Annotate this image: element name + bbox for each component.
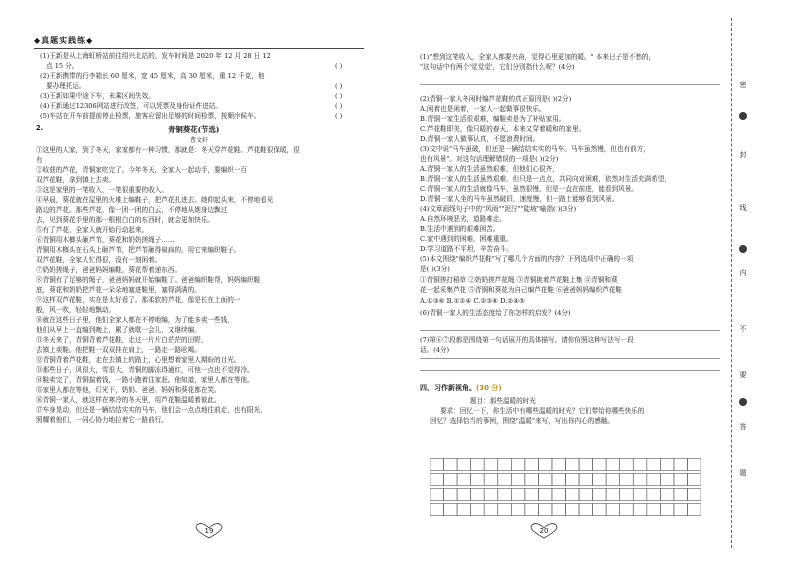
question-line: (3)文中说"马车虽破，但还是一辆结结实实的马车。马车虽然慢，但也有前方， <box>420 145 650 153</box>
option-line: A.①③⑥ B.①②④ C.②③⑥ D.②④⑤ <box>420 297 526 305</box>
grid-cell[interactable] <box>430 489 444 501</box>
grid-cell[interactable] <box>430 474 444 486</box>
section-points: (30 分) <box>476 384 502 392</box>
grid-cell[interactable] <box>484 489 498 501</box>
option-line: A.自然环境恶劣，道路难走。 <box>420 215 506 223</box>
answer-line[interactable] <box>420 358 720 359</box>
grid-cell[interactable] <box>511 504 525 516</box>
grid-cell[interactable] <box>511 489 525 501</box>
question-line: (6)青铜一家人的生活态度给了你怎样的启发？(4分) <box>420 309 571 317</box>
page-number: 19 <box>190 522 228 540</box>
option-line: C.芦花鞋即美，像只暖的春天，本来又穿着暖和的家里。 <box>420 125 586 133</box>
option-line: D.青铜一家人坐的马车虽然破旧，速度慢，但一路上能够看到风景。 <box>420 195 619 203</box>
question-line: 话。(4分) <box>420 346 450 354</box>
passage-line: 有 <box>36 156 43 164</box>
grid-cell[interactable] <box>579 489 593 501</box>
grid-cell[interactable] <box>687 504 701 516</box>
grid-cell[interactable] <box>647 504 661 516</box>
question-item: 要办理托运。 <box>46 82 86 90</box>
question-line: 是( )(3分) <box>420 265 450 273</box>
question-item: 点 15 分。 <box>46 62 79 70</box>
binding-char: 线 <box>739 204 747 212</box>
grid-cell[interactable] <box>633 504 647 516</box>
grid-cell[interactable] <box>647 489 661 501</box>
answer-bracket[interactable]: ( ) <box>335 92 343 100</box>
answer-bracket[interactable]: ( ) <box>335 62 343 70</box>
binding-char: 要 <box>739 371 747 379</box>
grid-cell[interactable] <box>620 489 634 501</box>
passage-line: 双芦花鞋，全家人忙得很，没有一刻闲着。 <box>36 256 162 264</box>
question-line: (2)青铜一家人冬闲时编芦花鞋的真正原因是( )(2分) <box>420 95 572 103</box>
grid-cell[interactable] <box>471 504 485 516</box>
passage-line: 照耀着他们，一同心协力地拉着它一路前行。 <box>36 416 168 424</box>
grid-cell[interactable] <box>593 459 607 471</box>
passage-line: ⑮家里人都在等他，灯光下，奶奶、爸爸、妈妈和葵花都在笑。 <box>36 386 221 394</box>
grid-cell[interactable] <box>511 459 525 471</box>
binding-margin <box>736 0 750 566</box>
grid-cell[interactable] <box>593 474 607 486</box>
answer-line[interactable] <box>420 330 720 331</box>
option-line: D.学习道路不平坦，辛苦奋斗。 <box>420 245 513 253</box>
answer-bracket[interactable]: ( ) <box>335 112 343 120</box>
grid-cell[interactable] <box>538 504 552 516</box>
grid-cell[interactable] <box>687 489 701 501</box>
answer-bracket[interactable]: ( ) <box>335 82 343 90</box>
binding-hole-icon <box>739 245 747 253</box>
answer-line[interactable] <box>420 84 720 85</box>
grid-cell[interactable] <box>620 474 634 486</box>
grid-cell[interactable] <box>566 489 580 501</box>
question-line: (4)文章画线句子中的"风雨""泥泞""陡坡"喻指( )(3分) <box>420 205 577 213</box>
grid-cell[interactable] <box>552 504 566 516</box>
grid-cell[interactable] <box>525 489 539 501</box>
grid-cell[interactable] <box>687 474 701 486</box>
grid-cell[interactable] <box>552 459 566 471</box>
question-item: (3)王新如果中途下车，未乘区间失效。 <box>40 92 155 100</box>
passage-line: 双芦花鞋，拿到镇上去卖。 <box>36 176 116 184</box>
grid-cell[interactable] <box>498 474 512 486</box>
grid-cell[interactable] <box>687 459 701 471</box>
grid-cell[interactable] <box>525 504 539 516</box>
grid-cell[interactable] <box>579 459 593 471</box>
passage-line: 他们从早上一直编到晚上，累了就歇一会儿，又继续编。 <box>36 326 201 334</box>
grid-cell[interactable] <box>471 489 485 501</box>
passage-line: ⑯青铜一家人，就这样在寒冷的冬天里，用芦花鞋温暖着彼此。 <box>36 396 221 404</box>
grid-cell[interactable] <box>606 474 620 486</box>
question-item: (5)车站在开车前提前停止检票，旅客应留出足够的时间检票，按顺序候车。 <box>40 112 261 120</box>
passage-line: ⑪冬天来了，青铜背着芦花鞋，走过一片片白茫茫的田野， <box>36 336 208 344</box>
grid-cell[interactable] <box>606 504 620 516</box>
section-title: 四、习作新视角。 <box>420 384 476 392</box>
binding-hole-icon <box>739 398 747 406</box>
grid-cell[interactable] <box>566 459 580 471</box>
grid-cell[interactable] <box>606 459 620 471</box>
grid-cell[interactable] <box>498 504 512 516</box>
passage-line: ③这是家里的一笔收入，一笔很重要的收入。 <box>36 186 168 194</box>
option-line: C.家中遇到的困难，困难重重。 <box>420 235 513 243</box>
passage-line: ⑦奶奶搓绳子，爸爸妈妈编鞋，葵花帮着递东西。 <box>36 266 182 274</box>
passage-line: ⑥青铜用木榔头砸芦苇，葵花和奶奶搓绳子…… <box>36 236 175 244</box>
passage-line: ⑧青铜有了足够的绳子，爸爸妈妈就开始编鞋了。爸爸编织鞋帮，妈妈编织鞋 <box>36 276 261 284</box>
grid-cell[interactable] <box>430 504 444 516</box>
grid-cell[interactable] <box>484 504 498 516</box>
option-line: B.生活中遇到的艰难困苦。 <box>420 225 500 233</box>
question-item: (2)王新携带的行李箱长 60 厘米，宽 45 厘米，高 30 厘米，重 12 千克，他 <box>40 72 265 80</box>
banner-rule <box>34 48 364 49</box>
section-header <box>420 383 502 393</box>
passage-line: ⑰车身晃动，但还是一辆结结实实的马车，他们会一点点地往前走，也有阳光， <box>36 406 267 414</box>
grid-cell[interactable] <box>538 474 552 486</box>
grid-cell[interactable] <box>674 504 688 516</box>
question-line: "这句话中有两个'觉觉觉'，它们分别指什么呢？(4分) <box>420 63 575 71</box>
option-line: C.青铜一家人的生活就像马车，虽然很慢，但是一直在前进，能看到风景。 <box>420 185 638 193</box>
passage-line: ⑩就在这些日子里，他们全家人都在不停地编，为了能多卖一些钱， <box>36 316 234 324</box>
answer-line[interactable] <box>420 370 720 371</box>
grid-cell[interactable] <box>566 504 580 516</box>
passage-line: ⑤有了芦花，全家人就开始行动起来。 <box>36 226 149 234</box>
question-number: 2. <box>36 124 44 132</box>
grid-cell[interactable] <box>484 474 498 486</box>
grid-cell[interactable] <box>674 489 688 501</box>
grid-cell[interactable] <box>660 489 674 501</box>
passage-line: 底，葵花和奶奶把芦花一朵朵地塞进鞋里，塞得满满的。 <box>36 286 201 294</box>
grid-cell[interactable] <box>620 504 634 516</box>
essay-requirement: 要求：回忆一下，你生活中有哪些温暖的时光？它们带给你哪些快乐的 <box>440 407 645 415</box>
option-line: A.闲着也是闲着，一家人一起做事很快乐。 <box>420 105 546 113</box>
question-line: (7)第⑥⑦段都是围绕第一句话展开的具体描写。请你仿照这种写法写一段 <box>420 336 634 344</box>
binding-char: 答 <box>739 423 747 431</box>
grid-cell[interactable] <box>457 474 471 486</box>
passage-line: 青铜用木榔头在石头上砸芦苇，把芦苇砸得扁扁的，用它来编织鞋子。 <box>36 246 241 254</box>
grid-cell[interactable] <box>484 459 498 471</box>
question-line: (1)"想到这笔收入，全家人都要兴奋，觉得心里更加的暖。" 本来日子是不愁的， <box>420 53 656 61</box>
grid-cell[interactable] <box>620 459 634 471</box>
grid-cell[interactable] <box>606 489 620 501</box>
grid-cell[interactable] <box>674 474 688 486</box>
writing-grid[interactable] <box>430 458 701 518</box>
section-banner: ◆真题实践练◆ <box>34 35 94 45</box>
grid-cell[interactable] <box>647 459 661 471</box>
option-line: D.青铜一家人做事认真，不愿浪费时间。 <box>420 135 540 143</box>
passage-line: 路边的芦花。那些芦花，像一团一团的白云，不停地从她身边飘过 <box>36 206 228 214</box>
grid-cell[interactable] <box>579 504 593 516</box>
grid-cell[interactable] <box>430 459 444 471</box>
binding-char: 题 <box>739 469 747 477</box>
grid-cell[interactable] <box>498 459 512 471</box>
grid-cell[interactable] <box>511 474 525 486</box>
passage-line: 般，风一吹，轻轻地飘动。 <box>36 306 116 314</box>
grid-cell[interactable] <box>633 489 647 501</box>
binding-char: 封 <box>739 151 747 159</box>
answer-bracket[interactable]: ( ) <box>335 102 343 110</box>
essay-topic: 题目：那些温暖的时光 <box>470 397 536 405</box>
option-line: ①青铜搓打稻草 ②奶奶搓芦花绳 ③青铜挑着芦花鞋上集 ④青铜和葵 <box>420 276 618 284</box>
grid-cell[interactable] <box>538 459 552 471</box>
grid-cell[interactable] <box>525 459 539 471</box>
grid-cell[interactable] <box>674 459 688 471</box>
passage-line: 去，见到葵花手里的那一根根白白的东西时，就会更加快乐。 <box>36 216 215 224</box>
grid-cell[interactable] <box>444 459 458 471</box>
grid-cell[interactable] <box>444 489 458 501</box>
grid-cell[interactable] <box>633 459 647 471</box>
grid-cell[interactable] <box>444 474 458 486</box>
grid-cell[interactable] <box>593 489 607 501</box>
binding-dashed-line <box>731 18 732 548</box>
passage-line: ②收获的芦花，青铜家吃完了。今年冬天，全家人一起动手，要编织一百 <box>36 166 247 174</box>
grid-cell[interactable] <box>525 474 539 486</box>
grid-cell[interactable] <box>647 474 661 486</box>
grid-cell[interactable] <box>498 489 512 501</box>
grid-cell[interactable] <box>444 504 458 516</box>
passage-line: ④早晨，葵花就在屋里的火堆上编鞋子，把芦花扎进去。她仰起头来，不停地看见 <box>36 196 274 204</box>
page-number: 20 <box>525 522 563 540</box>
grid-cell[interactable] <box>457 489 471 501</box>
grid-cell[interactable] <box>660 459 674 471</box>
grid-cell[interactable] <box>660 504 674 516</box>
grid-cell[interactable] <box>566 474 580 486</box>
binding-char: 不 <box>739 325 747 333</box>
option-line: 花一起采集芦花 ⑤青铜和葵花为自己编芦花鞋 ⑥爸爸妈妈编织芦花鞋 <box>420 286 623 294</box>
grid-cell[interactable] <box>593 504 607 516</box>
binding-char: 密 <box>739 81 747 89</box>
grid-cell[interactable] <box>457 459 471 471</box>
passage-line: ⑬那些日子，风很大，雪很大，青铜的脚冻得通红，可他一点也不觉得冷。 <box>36 366 254 374</box>
question-item: (1)王新是从上海虹桥站前往绍兴北站的，发车时间是 2020 年 12 月 28 日 12 <box>40 52 271 60</box>
passage-line: ⑭鞋卖完了，青铜揣着钱，一路小跑着往家赶。他知道，家里人都在等他。 <box>36 376 254 384</box>
option-line: B.青铜一家生活很艰难，编鞋卖是为了补贴家用。 <box>420 115 566 123</box>
passage-title: 青铜葵花(节选) <box>168 125 220 134</box>
binding-char: 内 <box>739 269 747 277</box>
passage-author: 曹文轩 <box>190 137 209 144</box>
binding-hole-icon <box>739 112 747 120</box>
grid-cell[interactable] <box>660 474 674 486</box>
passage-line: 去镇上卖鞋。他把鞋一双双挂在肩上，一路走一路吆喝。 <box>36 346 201 354</box>
grid-cell[interactable] <box>552 489 566 501</box>
question-item: (4)王新通过12306网站进行改签，可以凭票及身份证件进站。 <box>40 102 222 110</box>
question-line: 也有风景"。对这句话理解错误的一项是( )(2分) <box>420 155 559 163</box>
grid-cell[interactable] <box>633 474 647 486</box>
passage-line: ①这里的人家，到了冬天，家家都有一种习惯，那就是：冬天穿芦花鞋。芦花鞋很保暖，很 <box>36 146 300 154</box>
grid-cell[interactable] <box>579 474 593 486</box>
option-line: B.青铜一家人的生活虽然艰难，但只是一点点，共同向对困难，依然对生活充满希望， <box>420 175 671 183</box>
grid-cell[interactable] <box>471 474 485 486</box>
grid-cell[interactable] <box>538 489 552 501</box>
grid-cell[interactable] <box>471 459 485 471</box>
question-line: (5)本文围绕"编织芦花鞋"写了哪几个方面的内容？下列选项中正确的一项 <box>420 255 634 263</box>
passage-line: ⑫青铜背着芦花鞋，走在去镇上的路上，心里想着家里人期盼的目光。 <box>36 356 241 364</box>
option-line: A.青铜一家人的生活虽然艰难，但他们心很齐， <box>420 165 559 173</box>
grid-cell[interactable] <box>552 474 566 486</box>
essay-requirement: 回忆？选择恰当的事例，围绕"温暖"来写，写出你内心的感触。 <box>430 417 615 425</box>
passage-line: ⑨这样双芦花鞋，实在是太好看了。那柔软的芦花，像是长在上面的一 <box>36 296 241 304</box>
left-page <box>0 0 395 566</box>
grid-cell[interactable] <box>457 504 471 516</box>
